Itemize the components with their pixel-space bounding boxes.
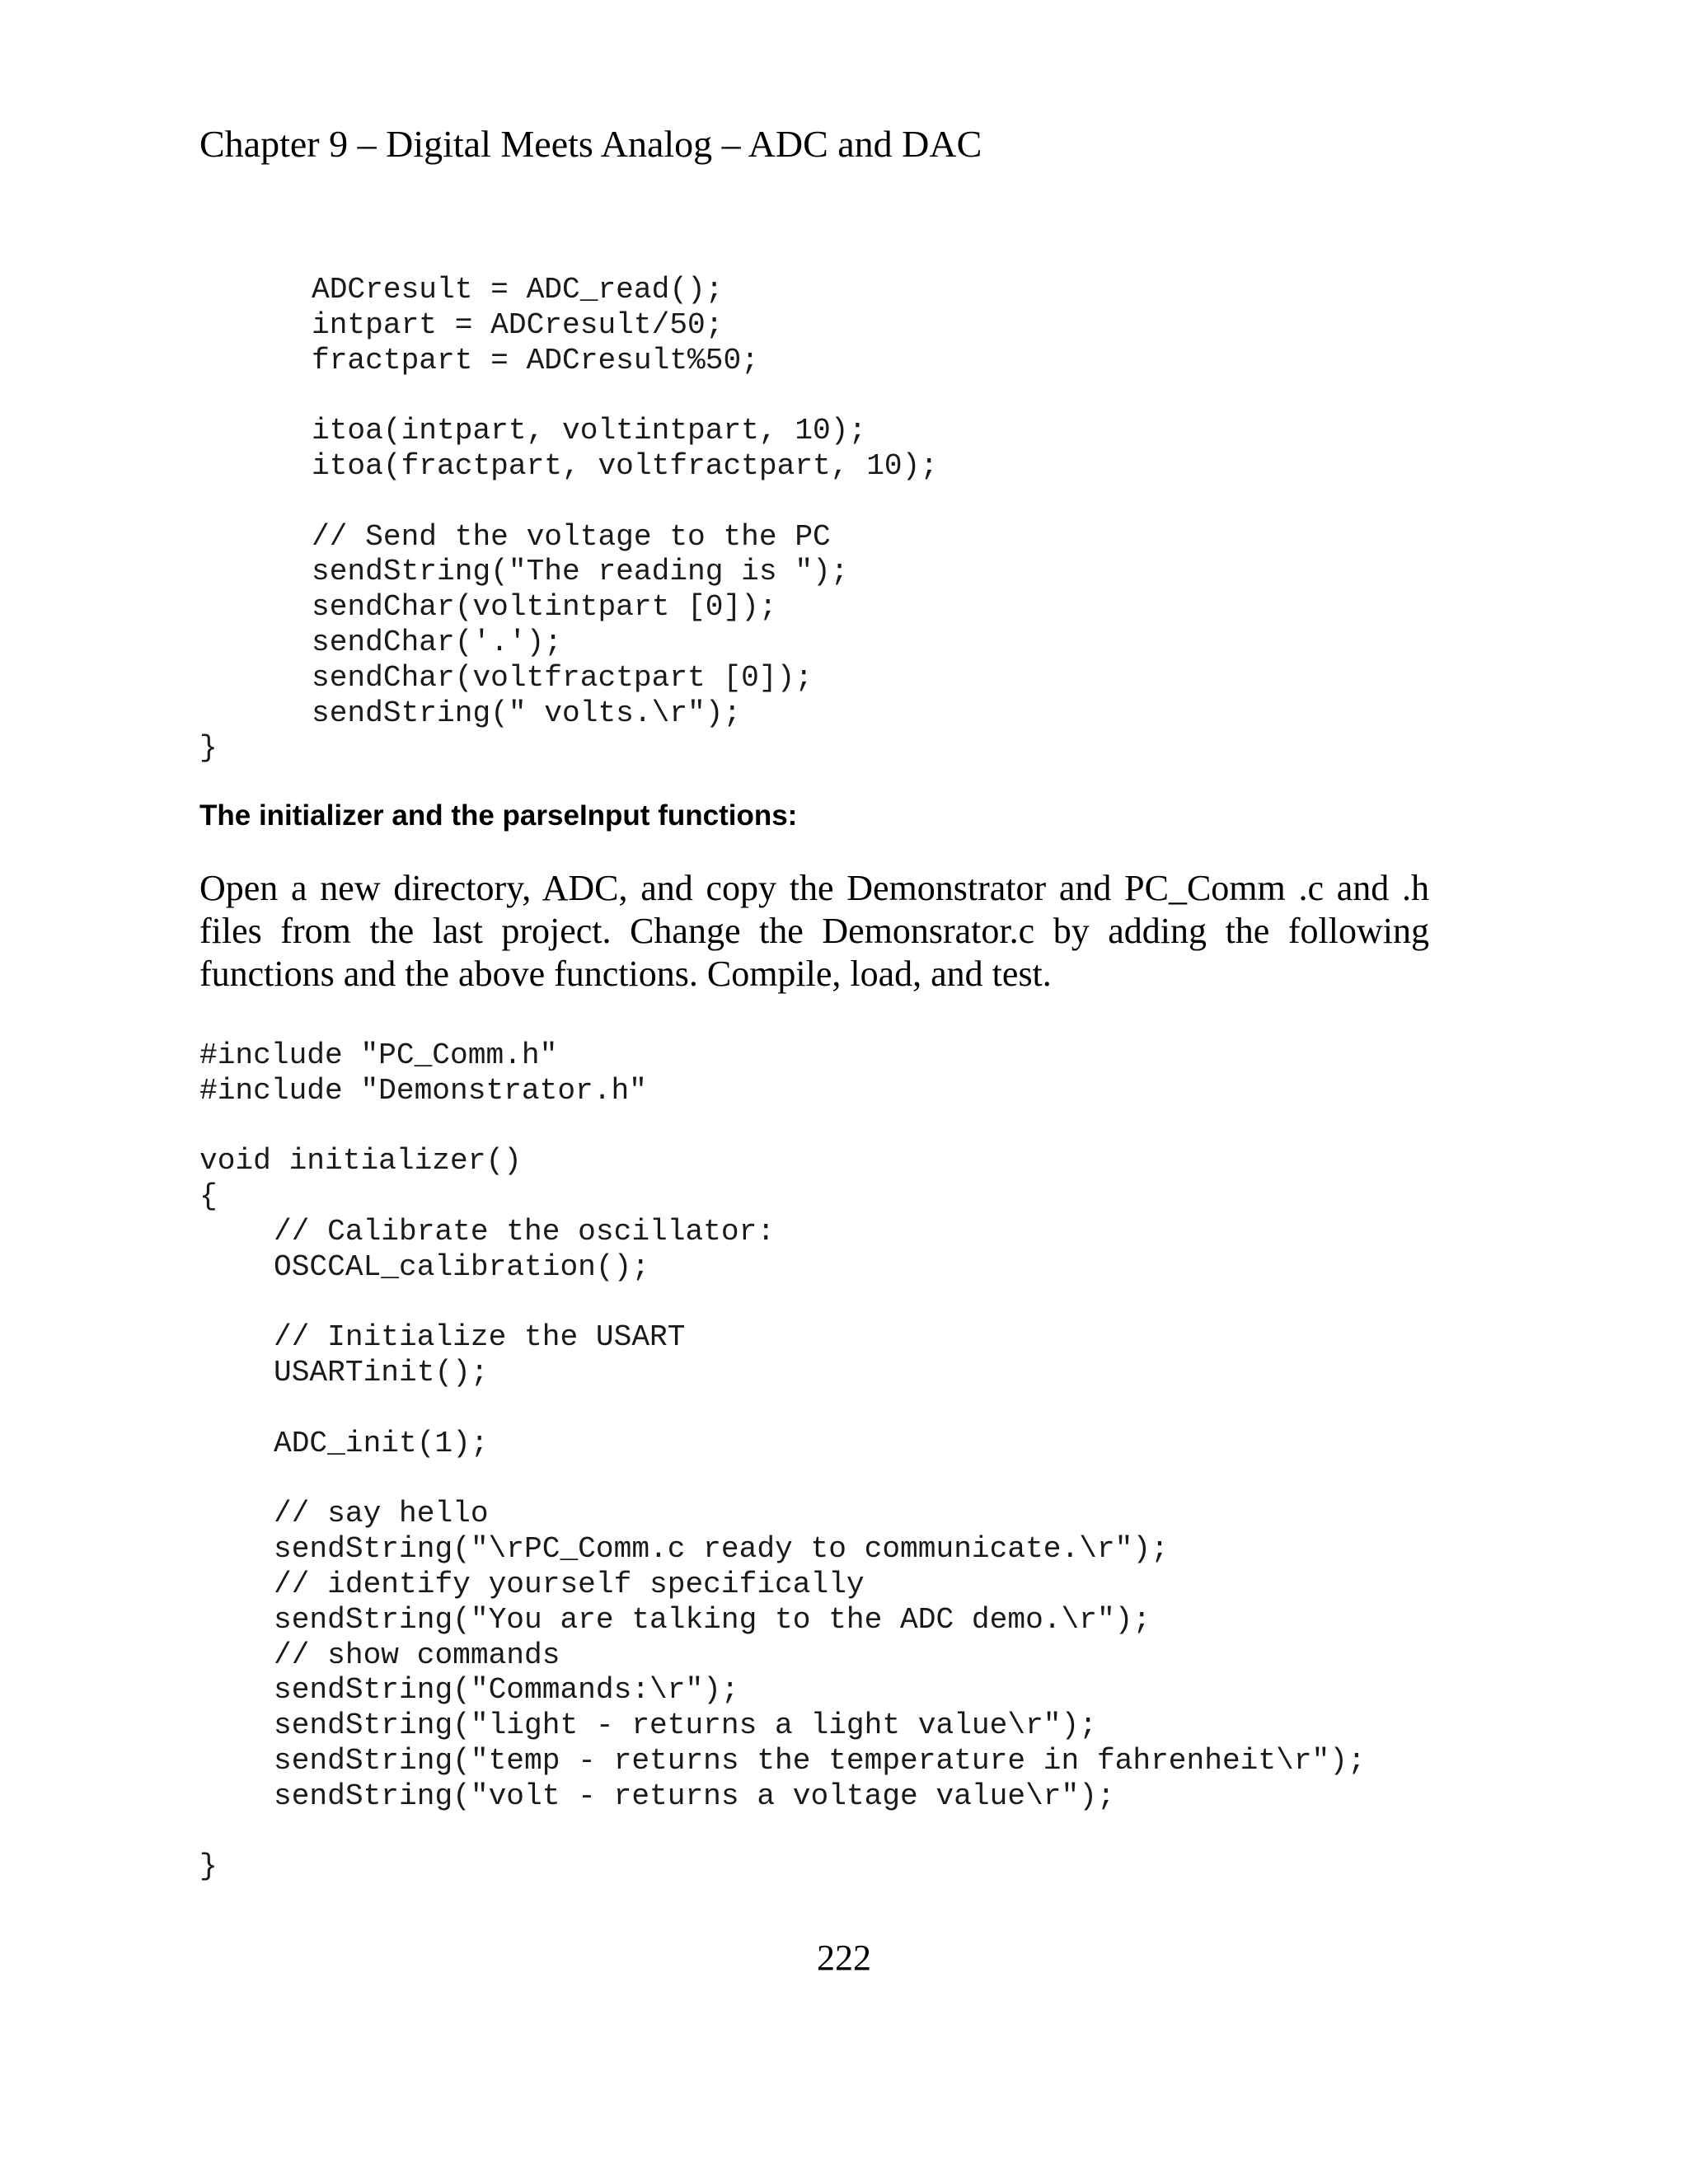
code-line: sendString("The reading is "); — [312, 555, 849, 589]
code-line: sendString("Commands:\r"); — [274, 1673, 739, 1708]
code-comment: // show commands — [274, 1638, 560, 1672]
code-line: sendChar(voltintpart [0]); — [312, 590, 777, 625]
code-include: #include "Demonstrator.h" — [199, 1073, 647, 1108]
section-heading: The initializer and the parseInput functions: — [199, 799, 798, 832]
code-line: sendChar(voltfractpart [0]); — [312, 660, 814, 695]
page-number: 222 — [817, 1938, 871, 1978]
code-opening-brace: { — [199, 1179, 218, 1214]
code-comment: // Send the voltage to the PC — [312, 519, 831, 554]
code-line: itoa(fractpart, voltfractpart, 10); — [312, 448, 939, 483]
code-line: sendString("temp - returns the temperature in fahrenheit\r"); — [274, 1743, 1366, 1778]
code-include: #include "PC_Comm.h" — [199, 1038, 558, 1072]
code-line: itoa(intpart, voltintpart, 10); — [312, 414, 867, 448]
code-line: ADC_init(1); — [274, 1426, 489, 1460]
code-line: sendString("\rPC_Comm.c ready to communicate.\r"); — [274, 1532, 1169, 1567]
code-line: USARTinit(); — [274, 1356, 489, 1390]
code-line: sendChar('.'); — [312, 625, 563, 659]
code-line: sendString("You are talking to the ADC demo.\r"); — [274, 1602, 1151, 1637]
code-comment: // Initialize the USART — [274, 1320, 686, 1355]
code-line: sendString("light - returns a light value\r"); — [274, 1708, 1097, 1743]
code-closing-brace: } — [199, 731, 218, 766]
code-line: intpart = ADCresult/50; — [312, 307, 724, 342]
code-block-initializer — [199, 1038, 1366, 1885]
chapter-header: Chapter 9 – Digital Meets Analog – ADC and DAC — [199, 123, 982, 165]
code-line: sendString("volt - returns a voltage value\r"); — [274, 1779, 1115, 1813]
code-line: ADCresult = ADC_read(); — [312, 273, 724, 307]
code-comment: // identify yourself specifically — [274, 1567, 865, 1601]
code-block-adc-read — [199, 273, 938, 766]
code-line: sendString(" volts.\r"); — [312, 696, 742, 730]
code-comment: // Calibrate the oscillator: — [274, 1214, 776, 1249]
code-function-signature: void initializer() — [199, 1144, 522, 1179]
code-comment: // say hello — [274, 1497, 489, 1531]
code-closing-brace: } — [199, 1849, 218, 1884]
code-line: fractpart = ADCresult%50; — [312, 343, 759, 377]
code-line: OSCCAL_calibration(); — [274, 1249, 650, 1284]
body-paragraph: Open a new directory, ADC, and copy the Demonstrator and PC_Comm .c and .h files from the last project. Change the Demonsrator.c by adding the following functions and the above functions. Compile, load, and test. — [199, 868, 1429, 994]
